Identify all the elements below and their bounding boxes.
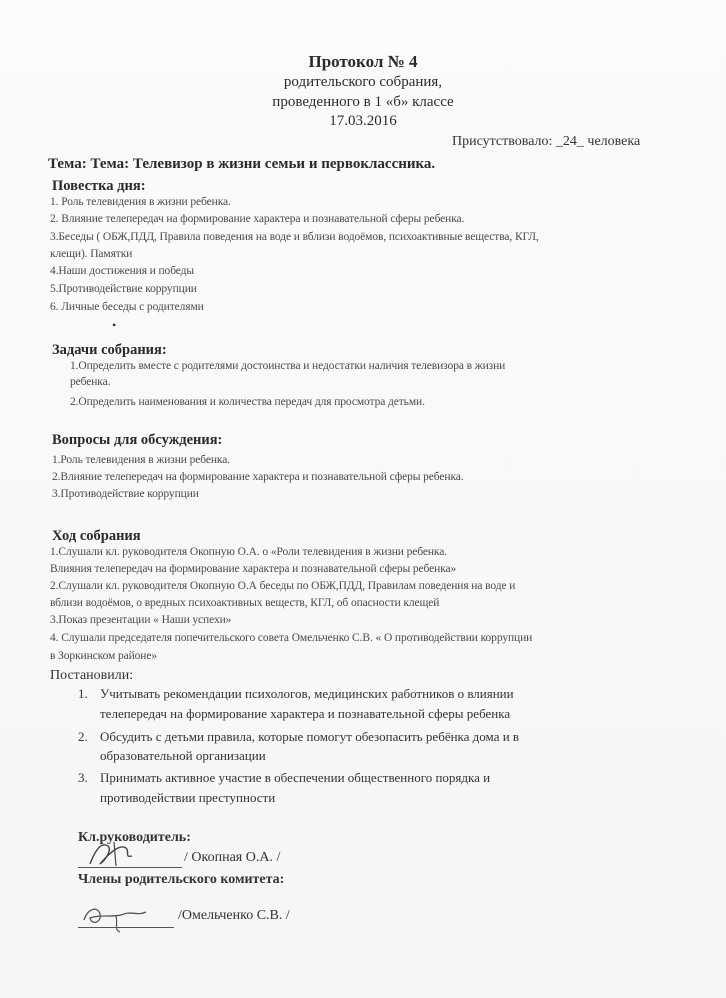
resolution-text: Учитывать рекомендации психологов, медицинских работников о влиянии bbox=[100, 686, 514, 701]
meeting-theme: Тема: Тема: Телевизор в жизни семьи и первоклассника. bbox=[48, 156, 436, 172]
tasks-title: Задачи собрания: bbox=[52, 342, 167, 358]
handwritten-signature bbox=[80, 900, 160, 934]
signature-role-committee: Члены родительского комитета: bbox=[78, 872, 285, 887]
resolution-text: Обсудить с детьми правила, которые помогут обезопасить ребёнка дома и в bbox=[100, 729, 520, 744]
signature-name-teacher: / Окопная О.А. / bbox=[184, 850, 281, 865]
course-item: в Зоркинском районе» bbox=[50, 650, 158, 662]
course-item: вблизи водоёмов, о вредных психоактивных веществ, КГЛ, об опасности клещей bbox=[50, 597, 440, 609]
signature-name-committee: /Омельченко С.В. / bbox=[178, 908, 290, 923]
task-item: ребенка. bbox=[70, 376, 111, 388]
protocol-subtitle-2: проведенного в 1 «б» классе bbox=[272, 94, 454, 110]
course-item: 3.Показ презентации « Наши успехи» bbox=[50, 614, 232, 626]
signature-line bbox=[78, 926, 174, 928]
meeting-date: 17.03.2016 bbox=[329, 113, 397, 129]
agenda-title: Повестка дня: bbox=[52, 178, 146, 194]
course-title: Ход собрания bbox=[52, 528, 141, 544]
resolution-number: 1. bbox=[78, 686, 88, 701]
questions-title: Вопросы для обсуждения: bbox=[52, 432, 223, 448]
course-item: 1.Слушали кл. руководителя Окопную О.А. о «Роли телевидения в жизни ребенка. bbox=[50, 546, 447, 558]
resolution-text: образовательной организации bbox=[100, 748, 266, 763]
resolution-number: 2. bbox=[78, 729, 88, 744]
agenda-item: 3.Беседы ( ОБЖ,ПДД, Правила поведения на воде и вблизи водоёмов, психоактивные вещества, КГЛ, bbox=[50, 231, 539, 243]
attendance-count: Присутствовало: _24_ человека bbox=[452, 134, 641, 149]
agenda-item: 1. Роль телевидения в жизни ребенка. bbox=[50, 196, 231, 208]
course-item: 4. Слушали председателя попечительского совета Омельченко С.В. « О противодействии коррупции bbox=[50, 632, 533, 644]
agenda-item: 2. Влияние телепередач на формирование характера и познавательной сферы ребенка. bbox=[50, 213, 465, 225]
agenda-item: 5.Противодействие коррупции bbox=[50, 283, 197, 295]
task-item: 2.Определить наименования и количества передач для просмотра детьми. bbox=[70, 396, 425, 408]
course-item: Влияния телепередач на формирование характера и познавательной сферы ребенка» bbox=[50, 563, 457, 575]
question-item: 1.Роль телевидения в жизни ребенка. bbox=[52, 454, 231, 466]
agenda-item: 4.Наши достижения и победы bbox=[50, 265, 195, 277]
protocol-subtitle-1: родительского собрания, bbox=[283, 74, 443, 90]
stray-mark: • bbox=[112, 318, 117, 332]
question-item: 2.Влияние телепередач на формирование характера и познавательной сферы ребенка. bbox=[52, 471, 464, 483]
resolution-text: противодействии преступности bbox=[100, 790, 276, 805]
resolution-text: Принимать активное участие в обеспечении общественного порядка и bbox=[100, 770, 491, 785]
resolution-text: телепередач на формирование характера и познавательной сферы ребенка bbox=[100, 706, 511, 721]
agenda-item: 6. Личные беседы с родителями bbox=[50, 301, 204, 313]
agenda-item: клещи). Памятки bbox=[50, 248, 133, 260]
question-item: 3.Противодействие коррупции bbox=[52, 488, 199, 500]
task-item: 1.Определить вместе с родителями достоинства и недостатки наличия телевизора в жизни bbox=[70, 360, 506, 372]
resolutions-title: Постановили: bbox=[50, 668, 134, 683]
protocol-title: Протокол № 4 bbox=[308, 52, 418, 71]
resolution-number: 3. bbox=[78, 770, 88, 785]
signature-role-teacher: Кл.руководитель: bbox=[78, 830, 191, 845]
course-item: 2.Слушали кл. руководителя Окопную О.А беседы по ОБЖ,ПДД, Правилам поведения на воде и bbox=[50, 580, 516, 592]
signature-line bbox=[78, 866, 182, 868]
